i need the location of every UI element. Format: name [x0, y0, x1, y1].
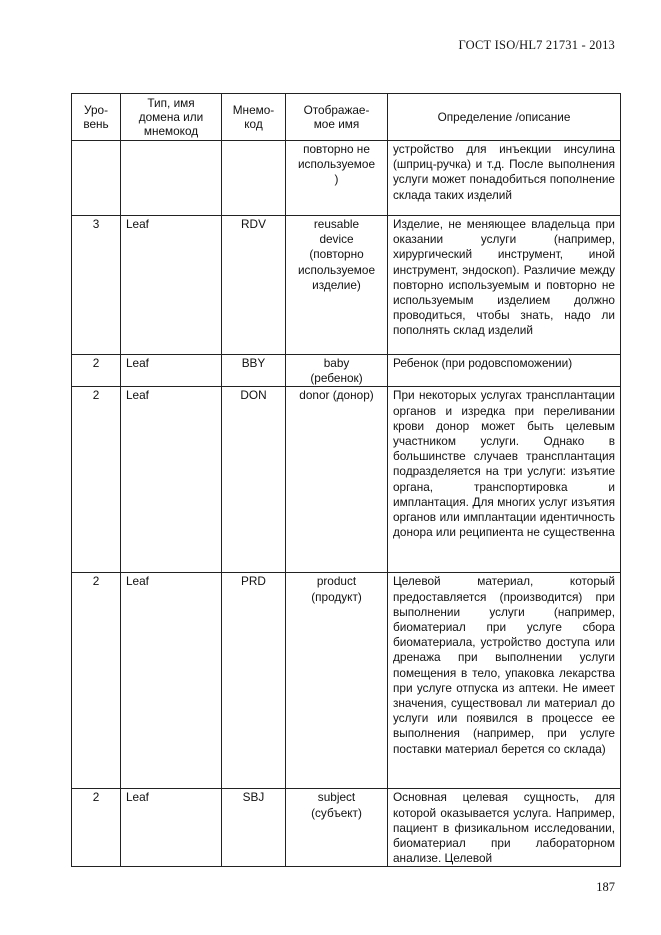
cell-definition: Ребенок (при родовспоможении) [388, 355, 621, 387]
cell-level: 2 [72, 387, 121, 573]
cell-definition: Изделие, не меняющее владельца при оказании услуги (например, хирургический инструмент, иной инструмент, эндоскоп). Различие между повторно используемым и повторно не используемым изделием должно проводиться, чтобы знать, надо ли пополнять склад изделий [388, 216, 621, 355]
table-row [72, 387, 621, 573]
cell-mnemonic: SBJ [222, 789, 286, 867]
cell-mnemonic: RDV [222, 216, 286, 355]
column-header-level: Уро- вень [72, 94, 121, 141]
cell-display-name: повторно не используемое ) [286, 141, 388, 216]
cell-display-name: donor (донор) [286, 387, 388, 573]
cell-type: Leaf [121, 789, 222, 867]
cell-level: 2 [72, 355, 121, 387]
cell-mnemonic: DON [222, 387, 286, 573]
column-header-display-name: Отображае- мое имя [286, 94, 388, 141]
cell-definition: Целевой материал, который предоставляется (производится) при выполнении услуги (например, биоматериал при услуге сбора биоматериала, устройство доступа или дренажа при выполнении услуги помещения в тело, упаковка лекарства при услуге отпуска из аптеки. Не имеет значения, существовал ли материал до услуги или появился в процессе ее выполнения (например, при услуге поставки материал берется со склада) [388, 573, 621, 789]
cell-type: Leaf [121, 573, 222, 789]
cell-display-name: baby (ребенок) [286, 355, 388, 387]
cell-definition: При некоторых услугах трансплантации органов и изредка при переливании крови донор может быть целевым участником услуги. Однако в большинстве случаев трансплантация подразделяется на три услуги: изъятие органа, транспортировка и имплантация. Для многих услуг изъятия органов или имплантации идентичность донора или реципиента не существенна [388, 387, 621, 573]
column-header-type: Тип, имя домена или мнемокод [121, 94, 222, 141]
cell-type: Leaf [121, 387, 222, 573]
cell-type: Leaf [121, 216, 222, 355]
cell-mnemonic: PRD [222, 573, 286, 789]
table-row [72, 141, 621, 216]
cell-definition: Основная целевая сущность, для которой оказывается услуга. Например, пациент в физикальном исследовании, биоматериал при лабораторном анализе. Целевой [388, 789, 621, 867]
table-header-row [72, 94, 621, 141]
table-row [72, 789, 621, 867]
table-row [72, 216, 621, 355]
cell-mnemonic: BBY [222, 355, 286, 387]
cell-display-name: product (продукт) [286, 573, 388, 789]
cell-display-name: subject (субъект) [286, 789, 388, 867]
cell-definition: устройство для инъекции инсулина (шприц-ручка) и т.д. После выполнения услуги может понадобиться пополнение склада таких изделий [388, 141, 621, 216]
cell-display-name: reusable device (повторно используемое изделие) [286, 216, 388, 355]
column-header-mnemonic: Мнемо- код [222, 94, 286, 141]
column-header-definition: Определение /описание [388, 94, 621, 141]
cell-mnemonic [222, 141, 286, 216]
page-number: 187 [596, 880, 615, 894]
cell-level: 2 [72, 573, 121, 789]
cell-level: 3 [72, 216, 121, 355]
document-header: ГОСТ ISO/HL7 21731 - 2013 [458, 38, 615, 52]
cell-type: Leaf [121, 355, 222, 387]
table-row [72, 355, 621, 387]
cell-level: 2 [72, 789, 121, 867]
cell-type [121, 141, 222, 216]
table-row [72, 573, 621, 789]
cell-level [72, 141, 121, 216]
vocabulary-table [71, 93, 621, 867]
